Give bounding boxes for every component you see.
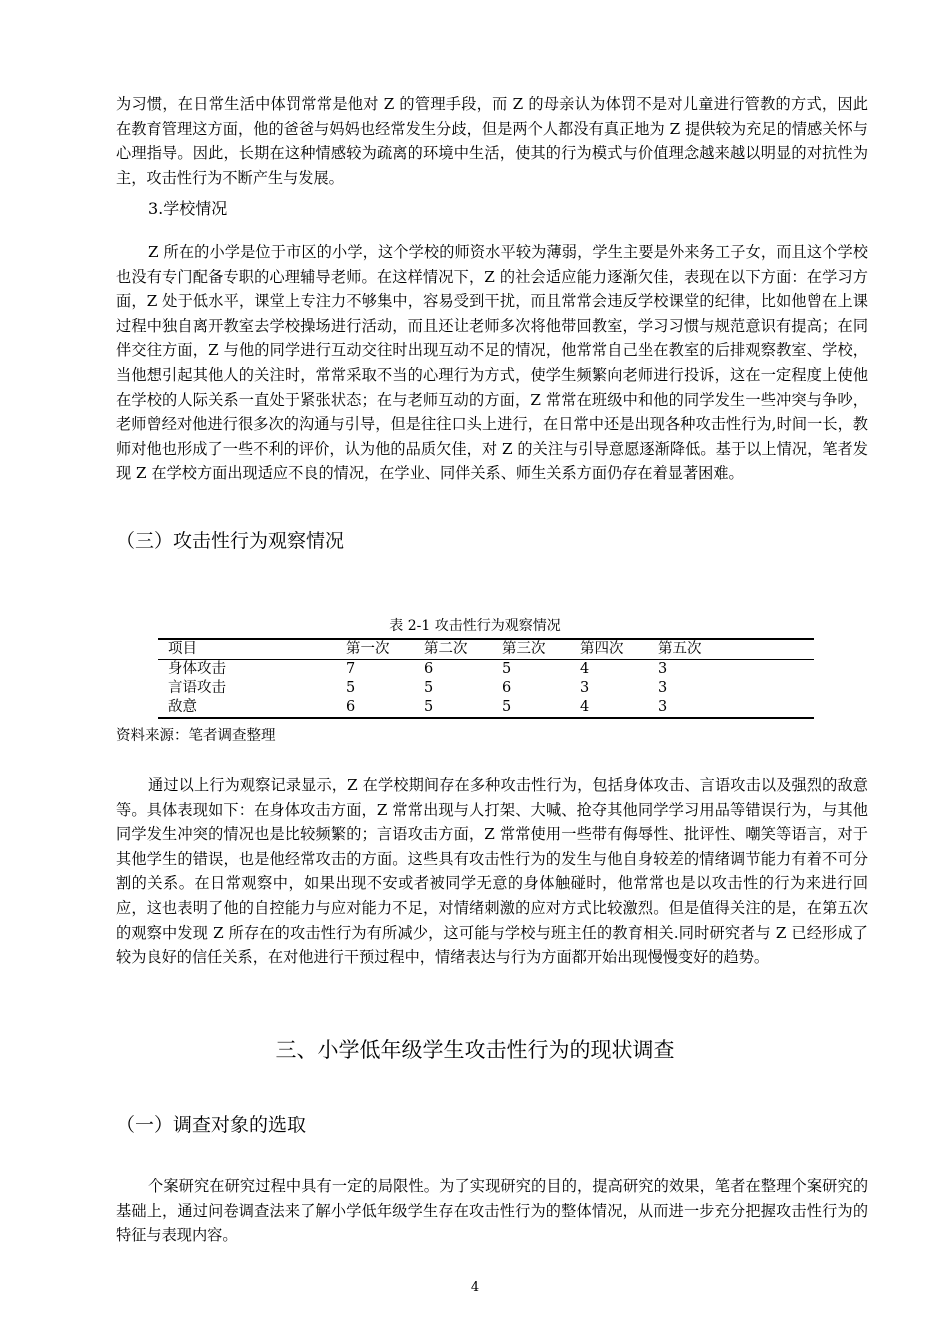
- table-header-cell: 第三次: [502, 641, 546, 657]
- table-caption: 表 2-1 攻击性行为观察情况: [389, 618, 561, 634]
- table-cell: 6: [346, 699, 356, 715]
- table-header-cell: 第一次: [346, 641, 390, 657]
- table-row: [158, 660, 814, 680]
- paragraph-survey-subjects: 个案研究在研究过程中具有一定的局限性。为了实现研究的目的，提高研究的效果，笔者在整理个案研究的基础上，通过问卷调查法来了解小学低年级学生存在攻击性行为的整体情况，从而进一步充分把握攻击性行为的特征与表现内容。: [116, 1177, 868, 1245]
- table-cell: 5: [502, 699, 512, 715]
- table-cell: 5: [346, 680, 356, 696]
- paragraph-school-situation: Z 所在的小学是位于市区的小学，这个学校的师资水平较为薄弱，学生主要是外来务工子女，而且这个学校也没有专门配备专职的心理辅导老师。在这样情况下，Z 的社会适应能力逐渐欠佳，表现在以下方面：在学习方面，Z 处于低水平，课堂上专注力不够集中，容易受到干扰，而且常常会违反学校课堂的纪律，比如他曾在上课过程中独自离开教室去学校操场进行活动，而且还让老师多次将他带回教室，学习习惯与规范意识有提高；在同伴交往方面，Z 与他的同学进行互动交往时出现互动不足的情况，他常常自己坐在教室的后排观察教室、学校，当他想引起其他人的关注时，常常采取不当的心理行为方式，使学生频繁向老师进行投诉，这在一定程度上使他在学校的人际关系一直处于紧张状态；在与老师互动的方面，Z 常常在班级中和他的同学发生一些冲突与争吵，老师曾经对他进行很多次的沟通与引导，但是往往口头上进行，在日常中还是出现各种攻击性行为,时间一长，教师对他也形成了一些不利的评价，认为他的品质欠佳，对 Z 的关注与引导意愿逐渐降低。基于以上情况，笔者发现 Z 在学校方面出现适应不良的情况，在学业、同伴关系、师生关系方面仍存在着显著困难。: [116, 243, 868, 483]
- paragraph-observation-analysis: 通过以上行为观察记录显示，Z 在学校期间存在多种攻击性行为，包括身体攻击、言语攻击以及强烈的敌意等。具体表现如下：在身体攻击方面，Z 常常出现与人打架、大喊、抢夺其他同学学习用品等错误行为，与其他同学发生冲突的情况也是比较频繁的；言语攻击方面，Z 常常使用一些带有侮辱性、批评性、嘲笑等语言，对于其他学生的错误，也是他经常攻击的方面。这些具有攻击性行为的发生与他自身较差的情绪调节能力有着不可分割的关系。在日常观察中，如果出现不安或者被同学无意的身体触碰时，他常常也是以攻击性的行为来进行回应，这也表明了他的自控能力与应对能力不足，对情绪刺激的应对方式比较激烈。但是值得关注的是，在第五次的观察中发现 Z 所存在的攻击性行为有所减少，这可能与学校与班主任的教育相关.同时研究者与 Z 已经形成了较为良好的信任关系，在对他进行干预过程中，情绪表达与行为方面都开始出现慢慢变好的趋势。: [116, 776, 868, 967]
- table-cell: 5: [424, 699, 434, 715]
- table-header-cell: 项目: [168, 641, 197, 657]
- table-cell: 3: [658, 680, 668, 696]
- table-cell: 5: [502, 661, 512, 677]
- table-header-cell: 第二次: [424, 641, 468, 657]
- page-number: 4: [470, 1280, 480, 1295]
- table-cell: 3: [658, 661, 668, 677]
- table-header-cell: 第四次: [580, 641, 624, 657]
- paragraph-family-situation: 为习惯，在日常生活中体罚常常是他对 Z 的管理手段，而 Z 的母亲认为体罚不是对儿童进行管教的方式，因此在教育管理这方面，他的爸爸与妈妈也经常发生分歧，但是两个人都没有真正地为 Z 提供较为充足的情感关怀与心理指导。因此，长期在这种情感较为疏离的环境中生活，使其的行为模式与价值理念越来越以明显的对抗性为主，攻击性行为不断产生与发展。: [116, 95, 868, 187]
- table-header-cell: 第五次: [658, 641, 702, 657]
- table-cell: 3: [580, 680, 590, 696]
- table-header-row: [158, 639, 814, 660]
- section-title: 三、小学低年级学生攻击性行为的现状调查: [275, 1038, 675, 1062]
- observation-table: [158, 638, 814, 719]
- table-cell: 7: [346, 661, 356, 677]
- heading-school-situation: 3.学校情况: [148, 199, 228, 218]
- heading-observation: （三）攻击性行为观察情况: [116, 530, 345, 552]
- table-cell: 4: [580, 699, 590, 715]
- table-source-note: 资料来源：笔者调查整理: [116, 728, 276, 744]
- table-cell: 5: [424, 680, 434, 696]
- table-cell: 6: [424, 661, 434, 677]
- heading-survey-subjects: （一）调查对象的选取: [116, 1114, 307, 1136]
- table-cell: 4: [580, 661, 590, 677]
- table-cell: 敌意: [168, 699, 197, 715]
- table-cell: 言语攻击: [168, 680, 226, 696]
- table-cell: 3: [658, 699, 668, 715]
- table-cell: 6: [502, 680, 512, 696]
- table-cell: 身体攻击: [168, 661, 226, 677]
- table-row: [158, 679, 814, 698]
- table-row: [158, 698, 814, 718]
